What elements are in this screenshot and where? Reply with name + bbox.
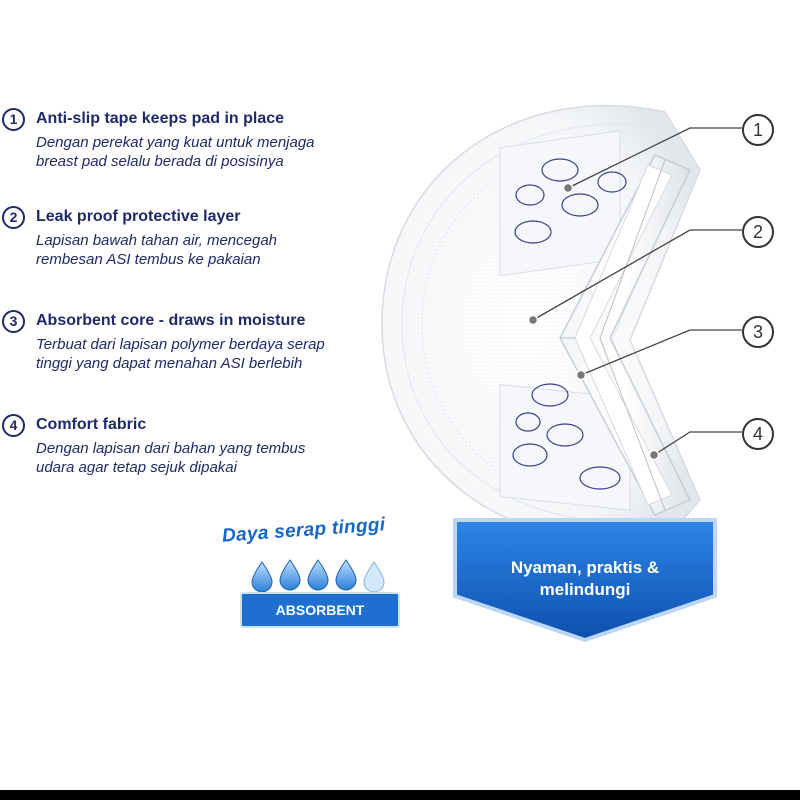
feature-title-1: Anti-slip tape keeps pad in place bbox=[36, 110, 285, 127]
tagline bbox=[470, 557, 700, 601]
callout-number-3: 3 bbox=[742, 316, 774, 348]
feature-description-2: Lapisan bawah tahan air, mencegah rembesan ASI tembus ke pakaian bbox=[36, 232, 278, 268]
feature-title-2: Leak proof protective layer bbox=[36, 208, 241, 225]
droplet-icon bbox=[252, 562, 272, 592]
feature-number-4: 4 bbox=[2, 414, 25, 437]
callout-number-2: 2 bbox=[742, 216, 774, 248]
bottom-black-bar bbox=[0, 790, 800, 800]
tagline-line-1: Nyaman, praktis & bbox=[510, 558, 660, 577]
callout-number-4: 4 bbox=[742, 418, 774, 450]
droplet-icon bbox=[280, 560, 300, 590]
callout-number-1: 1 bbox=[742, 114, 774, 146]
droplet-icon bbox=[336, 560, 356, 590]
feature-number-3: 3 bbox=[2, 310, 25, 333]
feature-description-1: Dengan perekat yang kuat untuk menjaga breast pad selalu berada di posisinya bbox=[36, 134, 315, 170]
feature-description-4: Dengan lapisan dari bahan yang tembus udara agar tetap sejuk dipakai bbox=[36, 440, 306, 476]
feature-description-3: Terbuat dari lapisan polymer berdaya serap tinggi yang dapat menahan ASI berlebih bbox=[36, 336, 325, 372]
droplet-icon bbox=[308, 560, 328, 590]
feature-title-3: Absorbent core - draws in moisture bbox=[36, 312, 306, 329]
absorb-badge-headline: Daya serap tinggi bbox=[221, 514, 386, 547]
droplet-icon bbox=[364, 562, 384, 592]
feature-number-1: 1 bbox=[2, 108, 25, 131]
absorb-badge-ribbon: ABSORBENT bbox=[240, 592, 400, 628]
tagline-line-2: melindungi bbox=[539, 580, 631, 599]
feature-number-2: 2 bbox=[2, 206, 25, 229]
droplet-icons bbox=[252, 560, 384, 592]
feature-title-4: Comfort fabric bbox=[36, 416, 147, 433]
